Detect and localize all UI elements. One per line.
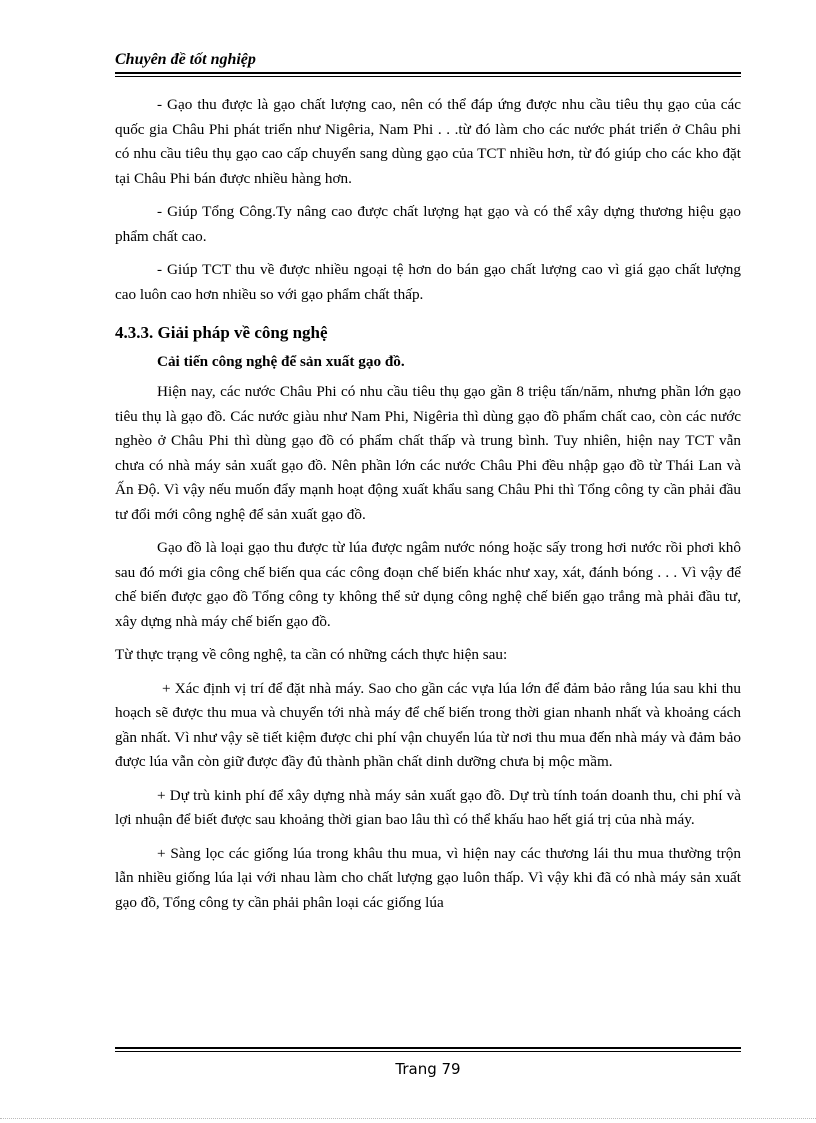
footer-rule-thin [115,1051,741,1052]
paragraph-intro-steps: Từ thực trạng về công nghệ, ta cần có những cách thực hiện sau: [115,646,508,663]
paragraph-benefit-1: - Gạo thu được là gạo chất lượng cao, nên có thể đáp ứng được nhu cầu tiêu thụ gạo của các quốc gia Châu Phi phát triển như Nigêria, Nam Phi . . .từ đó làm cho các nước phát triển ở Châu phi có nhu cầu tiêu thụ gạo cao cấp chuyển sang dùng gạo của TCT nhiều hơn, từ đó giúp cho các kho đặt tại Châu Phi bán được nhiều hàng hơn. [115,96,741,187]
list-item-location: + Xác định vị trí để đặt nhà máy. Sao cho gần các vựa lúa lớn để đảm bảo rằng lúa sau khi thu hoạch sẽ được thu mua và chuyển tới nhà máy để chế biến trong thời gian nhanh nhất và khoảng cách gần nhất. Vì như vậy sẽ tiết kiệm được chi phí vận chuyển lúa từ nơi thu mua đến nhà máy và đảm bảo được lúa vẫn còn giữ được đầy đủ thành phần chất dinh dưỡng chưa bị mộc mầm. [115,679,741,770]
header-rule-thick [115,72,741,74]
header-rule-thin [115,76,741,77]
list-item-budget: + Dự trù kinh phí để xây dựng nhà máy sản xuất gạo đồ. Dự trù tính toán doanh thu, chi phí và lợi nhuận để biết được sau khoảng thời gian bao lâu thì có thể khấu hao hết giá trị của nhà máy. [115,786,741,828]
footer-rule-thick [115,1047,741,1049]
paragraph-benefit-3: - Giúp TCT thu về được nhiều ngoại tệ hơn do bán gạo chất lượng cao vì giá gạo chất lượng cao luôn cao hơn nhiều so với gạo phẩm chất thấp. [115,261,741,303]
page-body [115,93,741,924]
subsection-heading: Cải tiến công nghệ để sản xuất gạo đồ. [157,352,405,370]
section-heading: 4.3.3. Giải pháp về công nghệ [115,323,328,342]
page-edge-divider [0,1118,816,1119]
paragraph-context: Hiện nay, các nước Châu Phi có nhu cầu tiêu thụ gạo gần 8 triệu tấn/năm, nhưng phần lớn gạo tiêu thụ là gạo đồ. Các nước giàu như Nam Phi, Nigêria thì dùng gạo đồ phẩm chất cao, còn các nước nghèo ở Châu Phi thì dùng gạo đồ có phẩm chất thấp và trung bình. Tuy nhiên, hiện nay TCT vẫn chưa có nhà máy sản xuất gạo đồ. Nên phần lớn các nước Châu Phi đều nhập gạo đồ từ Thái Lan và Ấn Độ. Vì vậy nếu muốn đẩy mạnh hoạt động xuất khẩu sang Châu Phi thì Tổng công ty cần phải đầu tư đổi mới công nghệ để sản xuất gạo đồ. [115,383,741,523]
page-header [115,50,741,77]
paragraph-benefit-2: - Giúp Tổng Công.Ty nâng cao được chất lượng hạt gạo và có thể xây dựng thương hiệu gạo phẩm chất cao. [115,203,741,245]
page-footer [115,1047,741,1078]
list-item-screening: + Sàng lọc các giống lúa trong khâu thu mua, vì hiện nay các thương lái thu mua thường trộn lẫn nhiều giống lúa lại với nhau làm cho chất lượng gạo luôn thấp. Vì vậy khi đã có nhà máy sản xuất gạo đồ, Tổng công ty cần phải phân loại các giống lúa [115,844,741,911]
document-title: Chuyên đề tốt nghiệp [115,51,256,68]
page-number: Trang 79 [395,1060,461,1078]
paragraph-definition: Gạo đồ là loại gạo thu được từ lúa được ngâm nước nóng hoặc sấy trong hơi nước rồi phơi khô sau đó mới gia công chế biến qua các công đoạn chế biến khác như xay, xát, đánh bóng . . . Vì vậy để chế biến được gạo đồ Tổng công ty không thể sử dụng công nghệ chế biến gạo trắng mà phải đầu tư, xây dựng nhà máy chế biến gạo đồ. [115,539,741,630]
